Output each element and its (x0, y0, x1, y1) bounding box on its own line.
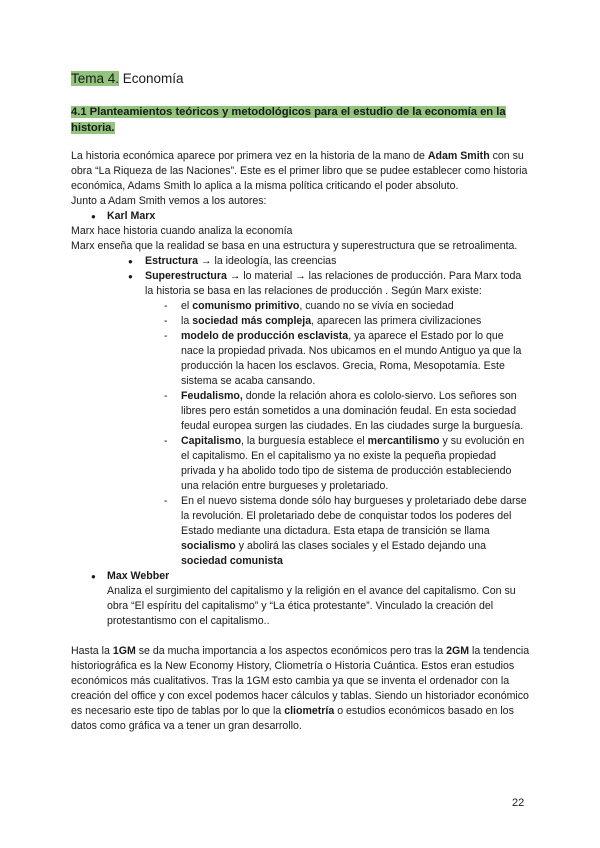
closing-text: Hasta la (71, 645, 113, 657)
topic-number: Tema 4. (71, 71, 120, 86)
document-body (71, 149, 533, 734)
stage-text: y abolirá las clases sociales y el Estado dejando una (235, 540, 487, 552)
sub-item-text: → lo material → las relaciones de producción. Para Marx toda la historia se basa en las relaciones de producción . Según Marx existe: (145, 270, 522, 297)
marx-paragraph-1: Marx hace historia cuando analiza la economía (71, 225, 293, 237)
marx-stage-item (71, 329, 533, 389)
intro-paragraph (71, 149, 533, 194)
marx-paragraph-2: Marx enseña que la realidad se basa en una estructura y superestructura que se retroalimenta. (71, 240, 518, 252)
stage-text: y su evolución en el capitalismo. En el capitalismo ya no existe la pequeña propiedad privada y ha abolido todo tipo de sistema de producción estableciendo una relación entre burgueses y proletariado. (181, 435, 525, 492)
closing-text: o estudios económicos basado en los datos como gráfica va a tener un gran desarrollo. (71, 705, 514, 732)
closing-paragraph (71, 644, 533, 734)
page-number: 22 (512, 797, 525, 809)
stage-term: sociedad más compleja (192, 315, 312, 327)
stage-text: el (181, 300, 193, 312)
dash-icon: - (164, 495, 168, 507)
stage-text: la (181, 315, 193, 327)
marx-name: Karl Marx (107, 210, 156, 222)
dash-icon: - (164, 300, 168, 312)
marx-stage-item (71, 389, 533, 434)
stage-text: , la burguesía establece el (241, 435, 368, 447)
closing-term: cliometría (284, 705, 335, 717)
weber-name: Max Webber (107, 570, 170, 582)
intro-authors-line: Junto a Adam Smith vemos a los autores: (71, 195, 267, 207)
marx-stage-item (71, 434, 533, 494)
section-heading (71, 105, 521, 136)
closing-term: 2GM (446, 645, 470, 657)
weber-paragraph: Analiza el surgimiento del capitalismo y la religión en el avance del capitalismo. Con su obra “El espíritu del capitalismo” y “La ética protestante”. Vinculado la creación del protestantismo con el capitalismo.. (107, 585, 516, 627)
sub-item-term: Superestructura (145, 270, 227, 282)
sub-item-text: → la ideología, las creencias (197, 255, 337, 267)
marx-sub-item (71, 254, 533, 269)
paragraph-gap (71, 629, 533, 644)
section-heading-text: 4.1 Planteamientos teóricos y metodológicos para el estudio de la economía en la historia. (71, 106, 506, 134)
stage-text: , cuando no se vivía en sociedad (299, 300, 454, 312)
adam-smith-name: Adam Smith (427, 150, 490, 162)
closing-term: 1GM (112, 645, 136, 657)
dash-icon: - (164, 390, 168, 402)
stage-term: modelo de producción esclavista (181, 330, 349, 342)
marx-sub-item (71, 269, 533, 299)
stage-term: mercantilismo (367, 435, 440, 447)
intro-text-1: La historia económica aparece por primera vez en la historia de la mano de (71, 150, 428, 162)
stage-text: donde la relación ahora es cololo-siervo. Los señores son libres pero están sometidos a una dominación feudal. En esta sociedad feudal europea surgen las ciudades. En las ciudades surge la burguesía. (181, 390, 524, 432)
marx-stage-item (71, 314, 533, 329)
stage-term: socialismo (181, 540, 236, 552)
sub-item-term: Estructura (145, 255, 198, 267)
stage-term: Capitalismo (181, 435, 242, 447)
bullet-icon: ● (128, 272, 133, 281)
stage-text: En el nuevo sistema donde sólo hay burgueses y proletariado debe darse la revolución. El proletariado debe de conquistar todos los poderes del Estado mediante una dictadura. Esta etapa de transición se llama (181, 495, 527, 537)
stage-text: , aparecen las primera civilizaciones (311, 315, 482, 327)
closing-text: se da mucha importancia a los aspectos económicos pero tras la (135, 645, 447, 657)
bullet-icon: ● (91, 572, 96, 581)
stage-text: , ya aparece el Estado por lo que nace la propiedad privada. Nos ubicamos en el mundo Antiguo ya que la producción la hacen los esclavos. Grecia, Roma, Mesopotamía. Este sistema se acaba cansando. (181, 330, 522, 387)
stage-term: comunismo primitivo (192, 300, 300, 312)
stage-term: Feudalismo, (181, 390, 243, 402)
topic-title: Economía (119, 71, 184, 86)
weber-bullet (71, 569, 533, 584)
intro-text-2: con su obra “La Riqueza de las Naciones”. Este es el primer libro que se pudee establecer como historia económica, Adams Smith lo aplica a la misma política criticando el poder absoluto. (71, 150, 528, 192)
topic-heading (71, 70, 184, 87)
marx-stage-item (71, 299, 533, 314)
dash-icon: - (164, 435, 168, 447)
dash-icon: - (164, 315, 168, 327)
stage-term: sociedad comunista (181, 555, 283, 567)
marx-stage-item (71, 494, 533, 569)
bullet-icon: ● (128, 257, 133, 266)
marx-bullet (71, 209, 533, 224)
closing-text: la tendencia historiográfica es la New Economy History, Cliometría o Historia Cuántica. Estos eran estudios económicos más cualitativos. Tras la 1GM esto cambia ya que se inventa el ordenador con la creación del office y con excel podemos hacer cálculos y tablas. Siendo un historiador económico es necesario este tipo de tablas por lo que la (71, 645, 530, 717)
dash-icon: - (164, 330, 168, 342)
bullet-icon: ● (91, 212, 96, 221)
